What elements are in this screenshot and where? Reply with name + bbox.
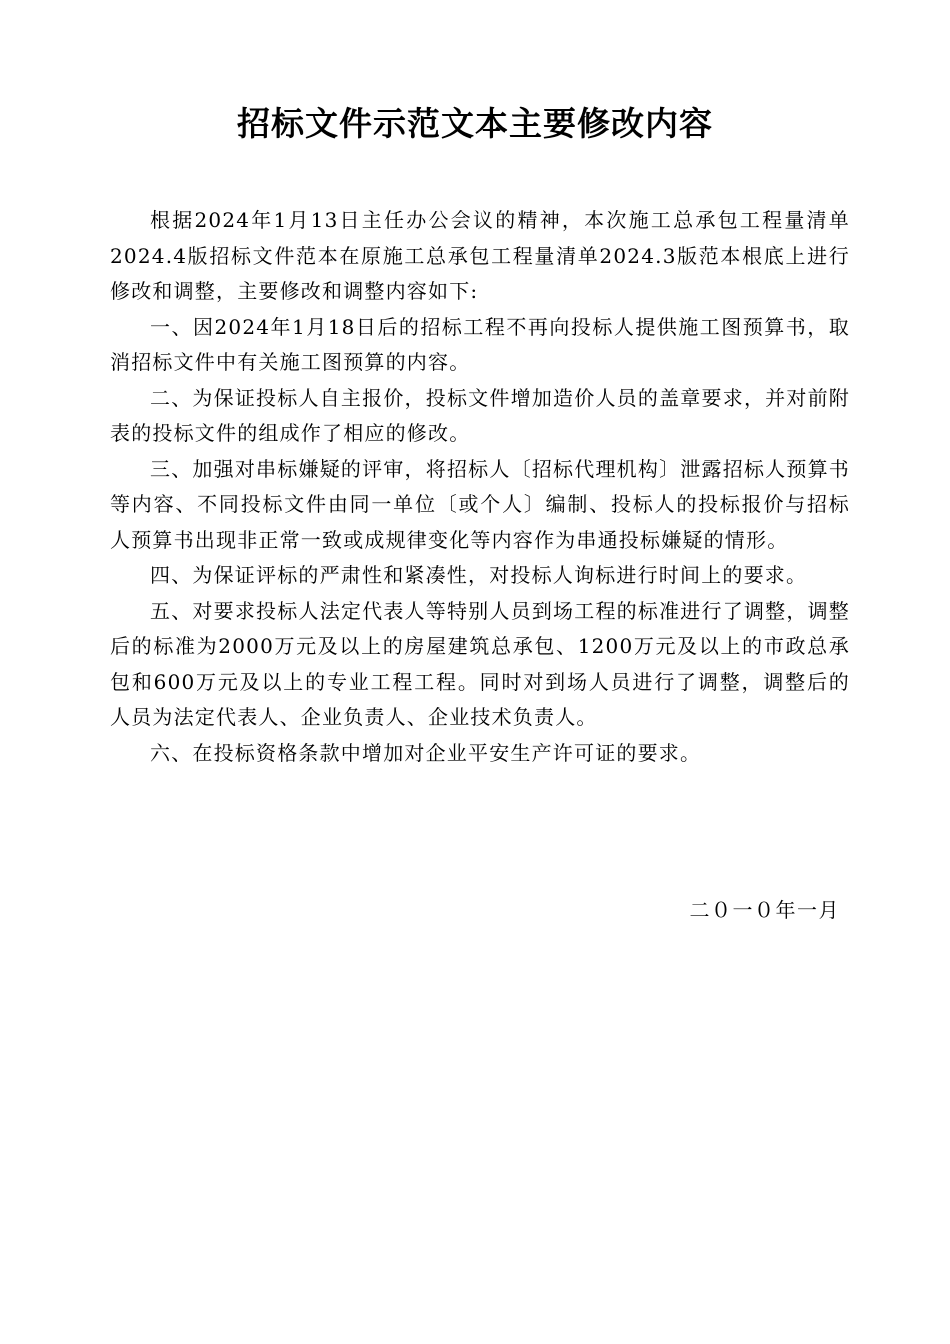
paragraph-item-4: 四、为保证评标的严肃性和紧凑性，对投标人询标进行时间上的要求。	[150, 563, 808, 587]
document-body	[110, 203, 850, 771]
paragraph-item-5: 五、对要求投标人法定代表人等特别人员到场工程的标准进行了调整，调整后的标准为2000万元及以上的房屋建筑总承包、1200万元及以上的市政总承包和600万元及以上的专业工程工程。同时对到场人员进行了调整，调整后的人员为法定代表人、企业负责人、企业技术负责人。	[110, 598, 850, 729]
document-date: 二０一０年一月	[689, 898, 840, 922]
document-title: 招标文件示范文本主要修改内容	[237, 104, 713, 143]
paragraph-item-2: 二、为保证投标人自主报价，投标文件增加造价人员的盖章要求，并对前附表的投标文件的组成作了相应的修改。	[110, 385, 850, 445]
paragraph-intro: 根据2024年1月13日主任办公会议的精神，本次施工总承包工程量清单2024.4版招标文件范本在原施工总承包工程量清单2024.3版范本根底上进行修改和调整，主要修改和调整内容如下:	[110, 208, 850, 303]
paragraph-item-6: 六、在投标资格条款中增加对企业平安生产许可证的要求。	[150, 740, 702, 765]
paragraph-item-1: 一、因2024年1月18日后的招标工程不再向投标人提供施工图预算书，取消招标文件中有关施工图预算的内容。	[110, 314, 850, 374]
paragraph-item-3: 三、加强对串标嫌疑的评审，将招标人〔招标代理机构〕泄露招标人预算书等内容、不同投标文件由同一单位〔或个人〕编制、投标人的投标报价与招标人预算书出现非正常一致或成规律变化等内容作为串通投标嫌疑的情形。	[110, 456, 850, 552]
